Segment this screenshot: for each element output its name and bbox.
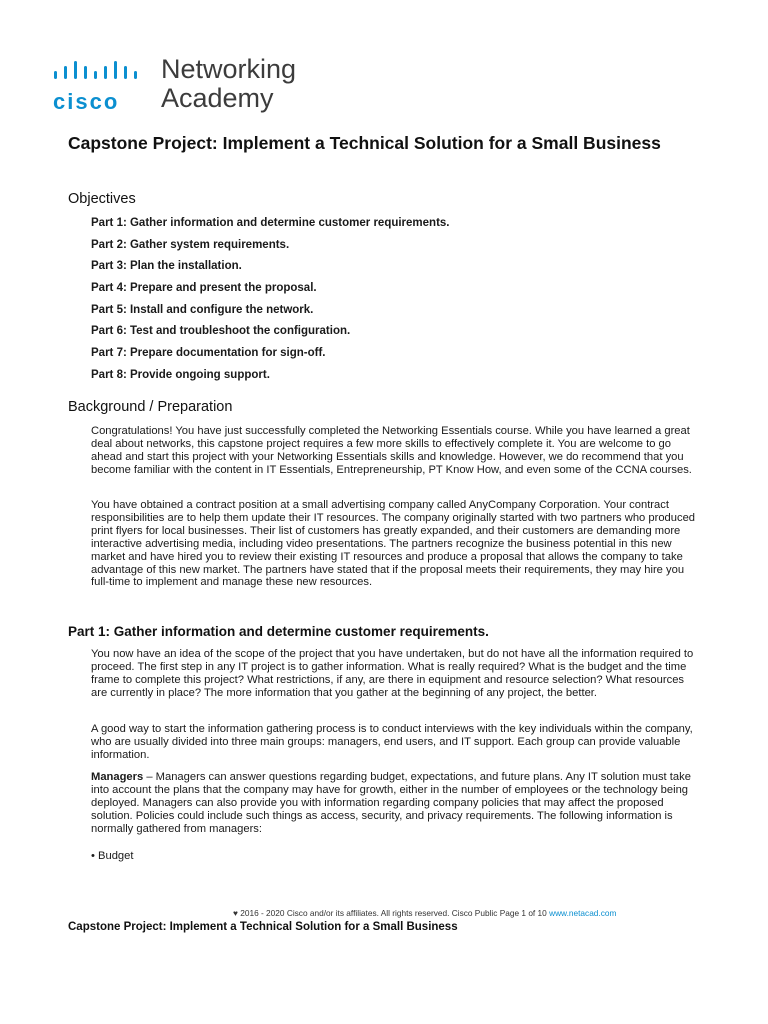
objective-item: Part 3: Plan the installation. — [91, 260, 242, 273]
brand-networking: Networking — [161, 54, 297, 84]
background-paragraph: You have obtained a contract position at a small advertising company called AnyCompany Corporation. Your contract responsibilities are to help them update their IT resources. The company originally started with two partners who produced print flyers for local businesses. Their list of customers has greatly expanded, and their customers are demanding more interactive advertising media, including video presentations. The partners recognize the business potential in this new market and have hired you to review their existing IT resources and produce a proposal that allows the company to take advantage of this new market. The partners have stated that if the proposal meets their requirements, they may hire you full-time to implement and manage these new resources. — [91, 499, 696, 589]
footer-doc-title: Capstone Project: Implement a Technical Solution for a Small Business — [68, 921, 458, 933]
background-paragraph: Congratulations! You have just successfully completed the Networking Essentials course. While you have learned a great deal about networks, this capstone project requires a few more skills to effectively complete it. You are welcome to go ahead and start this project with your Networking Essentials skills and knowledge. However, we do recommend that you become familiar with the content in IT Essentials, Entrepreneurship, PT Know How, and even some of the CCNA courses. — [91, 425, 692, 476]
cisco-bars-icon — [52, 61, 148, 81]
part1-heading: Part 1: Gather information and determine customer requirements. — [68, 624, 489, 639]
cisco-wordmark: cisco — [53, 89, 120, 114]
objective-item: Part 5: Install and configure the network. — [91, 303, 314, 316]
objective-item: Part 4: Prepare and present the proposal. — [91, 282, 317, 295]
managers-text: – Managers can answer questions regarding budget, expectations, and future plans. Any IT solution must take into account the plans that the company may have for growth, either in the number of employees or the technology being deployed. Managers can also provide you with information regarding company policies that may affect the proposed solution. Policies could include such things as access, security, and privacy requirements. The following information is normally gathered from managers: — [91, 771, 691, 835]
part1-paragraph: A good way to start the information gathering process is to conduct interviews with the key individuals within the company, who are usually divided into three main groups: managers, end users, and IT support. Each group can provide valuable information. — [91, 723, 693, 761]
objective-item: Part 1: Gather information and determine customer requirements. — [91, 217, 450, 229]
managers-label: Managers — [91, 771, 144, 783]
footer-copyright — [233, 908, 616, 918]
objectives-list — [91, 215, 450, 389]
cisco-networking-academy-logo — [52, 55, 302, 115]
objective-item: Part 8: Provide ongoing support. — [91, 368, 270, 381]
objective-item: Part 6: Test and troubleshoot the configuration. — [91, 325, 351, 338]
brand-academy: Academy — [161, 83, 274, 113]
part1-paragraph: You now have an idea of the scope of the project that you have undertaken, but do not have all the information required to proceed. The first step in any IT project is to gather information. What is really required? What is the budget and the time frame to complete this project? What restrictions, if any, are there in equipment and resource selection? What resources are currently in place? The more information that you gather at the beginning of any project, the better. — [91, 648, 694, 699]
page-title: Capstone Project: Implement a Technical Solution for a Small Business — [68, 133, 661, 153]
managers-paragraph — [91, 771, 701, 836]
bullet-item-budget: • Budget — [91, 850, 134, 862]
objectives-heading: Objectives — [68, 191, 136, 207]
background-heading: Background / Preparation — [68, 399, 233, 415]
footer-copyright-text: ♥ 2016 - 2020 Cisco and/or its affiliates. All rights reserved. Cisco Public Page 1 of 10 — [233, 908, 550, 918]
objective-item: Part 7: Prepare documentation for sign-off. — [91, 347, 326, 360]
netacad-link[interactable]: www.netacad.com — [549, 908, 617, 918]
objective-item: Part 2: Gather system requirements. — [91, 238, 290, 251]
